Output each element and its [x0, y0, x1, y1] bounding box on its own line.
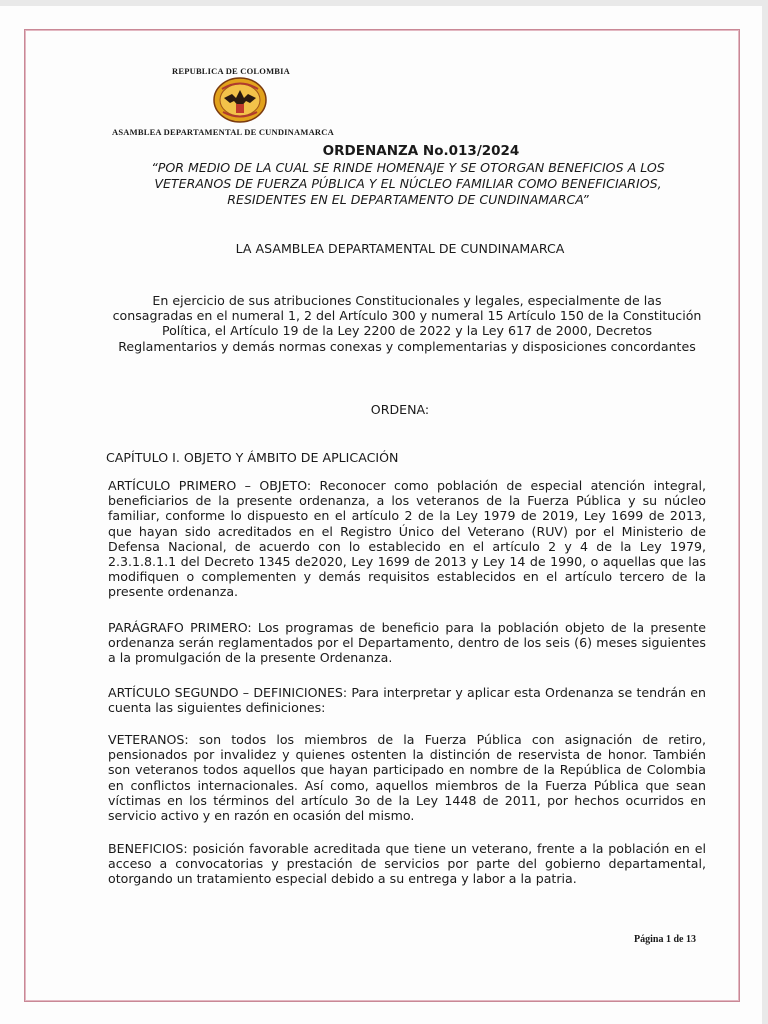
- paragraph-one: PARÁGRAFO PRIMERO: Los programas de beneficio para la población objeto de la presente ordenanza serán reglamentados por el Departamento, dentro de los seis (6) meses siguientes a la promulgación de la presente Ordenanza.: [108, 620, 706, 666]
- republic-heading: REPUBLICA DE COLOMBIA: [172, 66, 291, 76]
- veteranos-definition: VETERANOS: son todos los miembros de la Fuerza Pública con asignación de retiro, pensionados por invalidez y quienes ostenten la distinción de reservista de honor. También son veteranos todos aquellos que hayan participado en nombre de la República de Colombia en conflictos internacionales. Así como, aquellos miembros de la Fuerza Pública que sean víctimas en los términos del artículo 3o de la Ley 1448 de 2011, por hechos ocurridos en servicio activo y en razón en ocasión del mismo.: [108, 732, 706, 824]
- article-two-paragraph: ARTÍCULO SEGUNDO – DEFINICIONES: Para interpretar y aplicar esta Ordenanza se tendrán en cuenta las siguientes definiciones:: [108, 685, 706, 716]
- chapter-heading: CAPÍTULO I. OBJETO Y ÁMBITO DE APLICACIÓN: [106, 450, 399, 465]
- preamble-paragraph: En ejercicio de sus atribuciones Constitucionales y legales, especialmente de las consagradas en el numeral 1, 2 del Artículo 300 y numeral 15 Artículo 150 de la Constitución Política, el Artículo 19 de la Ley 2200 de 2022 y la Ley 617 de 2000, Decretos Reglamentarios y demás normas conexas y complementarias y disposiciones concordantes: [112, 293, 702, 354]
- subtitle-line: VETERANOS DE FUERZA PÚBLICA Y EL NÚCLEO FAMILIAR COMO BENEFICIARIOS,: [154, 176, 662, 191]
- document-page: [0, 6, 762, 1024]
- ordinance-title: ORDENANZA No.013/2024: [322, 143, 520, 159]
- page-number: Página 1 de 13: [634, 934, 696, 945]
- ordena-heading: ORDENA:: [370, 402, 430, 417]
- subtitle-line: “POR MEDIO DE LA CUAL SE RINDE HOMENAJE Y SE OTORGAN BENEFICIOS A LOS: [151, 160, 665, 175]
- subtitle-line: RESIDENTES EN EL DEPARTAMENTO DE CUNDINAMARCA”: [227, 192, 589, 207]
- assembly-heading: ASAMBLEA DEPARTAMENTAL DE CUNDINAMARCA: [112, 127, 334, 137]
- coat-of-arms-seal-icon: [212, 76, 268, 124]
- beneficios-definition: BENEFICIOS: posición favorable acreditada que tiene un veterano, frente a la población en el acceso a convocatorias y prestación de servicios por parte del gobierno departamental, otorgando un tratamiento especial debido a su entrega y labor a la patria.: [108, 841, 706, 887]
- issuer-heading: LA ASAMBLEA DEPARTAMENTAL DE CUNDINAMARCA: [235, 241, 565, 256]
- ordinance-subtitle: [108, 160, 708, 208]
- article-one-paragraph: ARTÍCULO PRIMERO – OBJETO: Reconocer como población de especial atención integral, beneficiarios de la presente ordenanza, a los veteranos de la Fuerza Pública y su núcleo familiar, conforme lo dispuesto en el artículo 2 de la Ley 1979 de 2019, Ley 1699 de 2013, que hayan sido acreditados en el Registro Único del Veterano (RUV) por el Ministerio de Defensa Nacional, de acuerdo con lo establecido en el artículo 2 y 4 de la Ley 1979, 2.3.1.8.1.1 del Decreto 1345 de2020, Ley 1699 de 2013 y Ley 14 de 1990, o aquellas que las modifiquen o complementen y demás requisitos establecidos en el artículo tercero de la presente ordenanza.: [108, 478, 706, 600]
